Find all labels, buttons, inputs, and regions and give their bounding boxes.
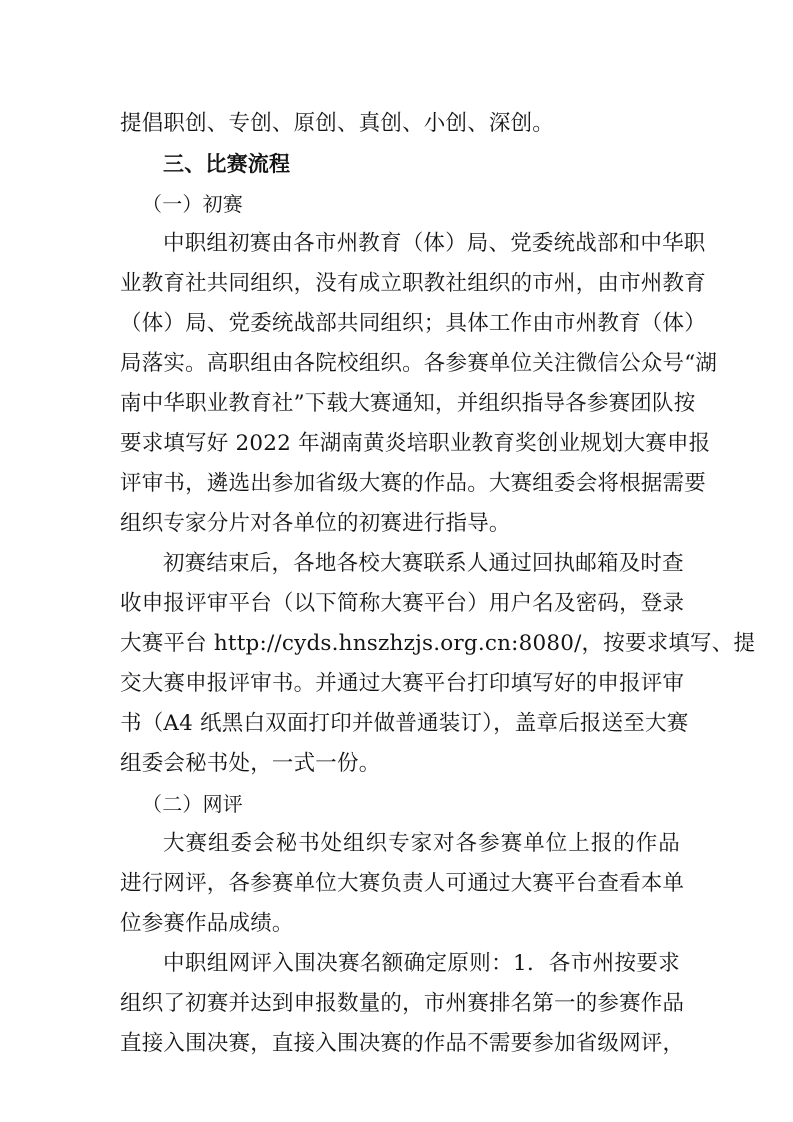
text-line: 收申报评审平台（以下简称大赛平台）用户名及密码，登录 <box>120 591 685 616</box>
text-line: 组委会秘书处，一式一份。 <box>120 751 381 776</box>
text-line: 中职组初赛由各市州教育（体）局、党委统战部和中华职 <box>163 231 706 256</box>
text-line: 提倡职创、专创、原创、真创、小创、深创。 <box>120 111 555 136</box>
text-line: 要求填写好 2022 年湖南黄炎培职业教育奖创业规划大赛申报 <box>120 431 711 456</box>
subsection-heading: （一）初赛 <box>142 192 243 216</box>
text-line: 大赛组委会秘书处组织专家对各参赛单位上报的作品 <box>163 831 680 856</box>
text-line: 组织了初赛并达到申报数量的，市州赛排名第一的参赛作品 <box>120 991 685 1016</box>
text-line: 进行网评，各参赛单位大赛负责人可通过大赛平台查看本单 <box>120 871 685 896</box>
text-line: 评审书，遴选出参加省级大赛的作品。大赛组委会将根据需要 <box>120 471 706 496</box>
section-heading: 三、比赛流程 <box>163 152 291 176</box>
text-line: 直接入围决赛，直接入围决赛的作品不需要参加省级网评， <box>120 1031 685 1056</box>
text-line: 位参赛作品成绩。 <box>120 911 294 936</box>
text-line: 中职组网评入围决赛名额确定原则：1．各市州按要求 <box>163 951 680 976</box>
text-line: 初赛结束后，各地各校大赛联系人通过回执邮箱及时查 <box>163 551 684 576</box>
text-line: 书（A4 纸黑白双面打印并做普通装订），盖章后报送至大赛 <box>120 711 689 736</box>
text-line: 大赛平台 http://cyds.hnszhzjs.org.cn:8080/，按要求填写、提 <box>120 631 756 656</box>
text-line: 南中华职业教育社”下载大赛通知，并组织指导各参赛团队按 <box>120 391 696 416</box>
text-line: 交大赛申报评审书。并通过大赛平台打印填写好的申报评审 <box>120 671 685 696</box>
text-line: 业教育社共同组织，没有成立职教社组织的市州，由市州教育 <box>120 271 706 296</box>
text-line: （体）局、党委统战部共同组织；具体工作由市州教育（体） <box>120 311 706 336</box>
text-line: 组织专家分片对各单位的初赛进行指导。 <box>120 511 511 536</box>
subsection-heading: （二）网评 <box>142 792 243 816</box>
text-line: 局落实。高职组由各院校组织。各参赛单位关注微信公众号“湖 <box>120 351 718 376</box>
